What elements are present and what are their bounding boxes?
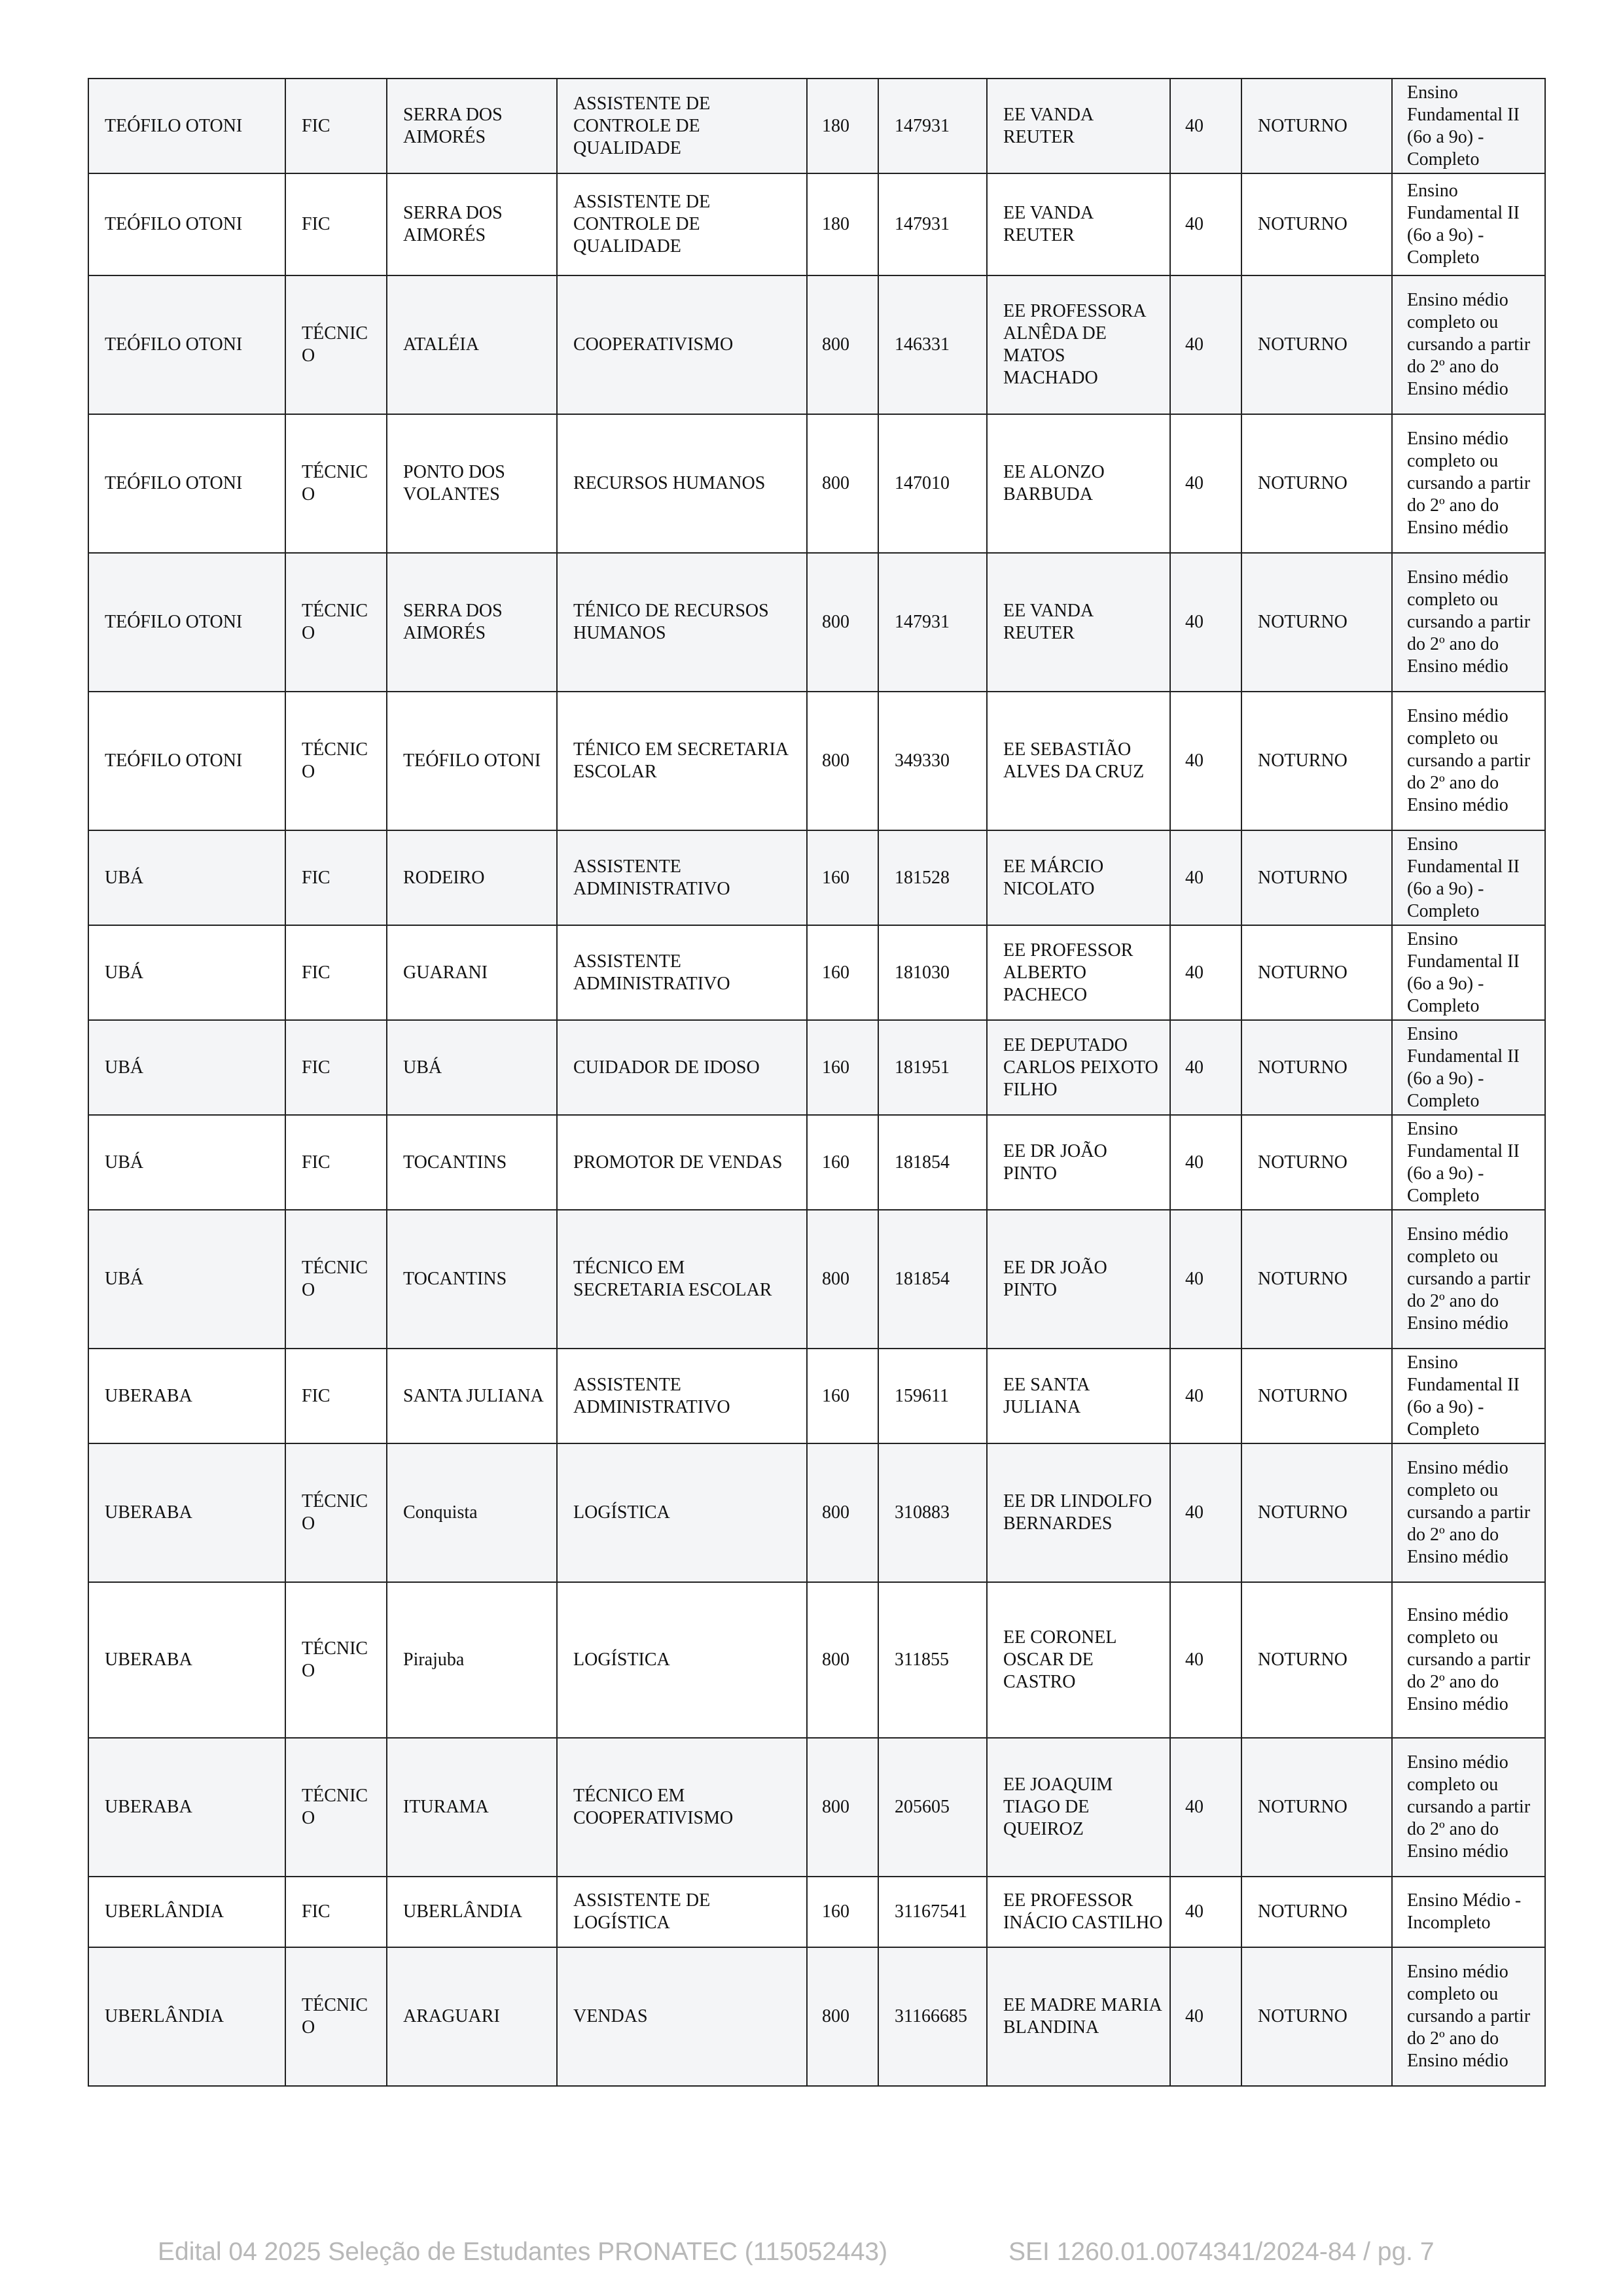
seats-cell: 40	[1170, 1738, 1241, 1877]
table-body	[88, 79, 1545, 2086]
course-cell: ASSISTENTE ADMINISTRATIVO	[557, 830, 807, 925]
school-cell: EE VANDA REUTER	[987, 79, 1170, 173]
course-cell: ASSISTENTE ADMINISTRATIVO	[557, 925, 807, 1020]
requirement-cell: Ensino médio completo ou cursando a partir do 2º ano do Ensino médio	[1392, 275, 1545, 414]
workload-cell: 160	[807, 1877, 878, 1947]
school-code-cell: 31166685	[878, 1947, 987, 2086]
course-cell: TÉCNICO EM COOPERATIVISMO	[557, 1738, 807, 1877]
workload-cell: 800	[807, 1947, 878, 2086]
regional-cell: UBÁ	[88, 830, 285, 925]
school-cell: EE DR JOÃO PINTO	[987, 1210, 1170, 1349]
course-cell: ASSISTENTE DE CONTROLE DE QUALIDADE	[557, 173, 807, 275]
type-cell: TÉCNICO	[285, 553, 387, 692]
municipality-cell: ITURAMA	[387, 1738, 557, 1877]
workload-cell: 800	[807, 1738, 878, 1877]
table-row	[88, 1443, 1545, 1582]
requirement-cell: Ensino Médio - Incompleto	[1392, 1877, 1545, 1947]
municipality-cell: SANTA JULIANA	[387, 1349, 557, 1443]
shift-cell: NOTURNO	[1241, 692, 1392, 830]
shift-cell: NOTURNO	[1241, 1115, 1392, 1210]
table-row	[88, 414, 1545, 553]
course-cell: PROMOTOR DE VENDAS	[557, 1115, 807, 1210]
school-cell: EE DEPUTADO CARLOS PEIXOTO FILHO	[987, 1020, 1170, 1115]
type-cell: FIC	[285, 173, 387, 275]
table-row	[88, 1947, 1545, 2086]
course-cell: LOGÍSTICA	[557, 1443, 807, 1582]
shift-cell: NOTURNO	[1241, 275, 1392, 414]
school-code-cell: 146331	[878, 275, 987, 414]
shift-cell: NOTURNO	[1241, 1947, 1392, 2086]
shift-cell: NOTURNO	[1241, 553, 1392, 692]
table-row	[88, 1877, 1545, 1947]
workload-cell: 800	[807, 275, 878, 414]
regional-cell: UBERABA	[88, 1349, 285, 1443]
footer-document-title: Edital 04 2025 Seleção de Estudantes PRONATEC (115052443)	[158, 2238, 888, 2266]
municipality-cell: ARAGUARI	[387, 1947, 557, 2086]
course-offerings-table	[88, 78, 1546, 2087]
regional-cell: TEÓFILO OTONI	[88, 173, 285, 275]
school-cell: EE PROFESSOR INÁCIO CASTILHO	[987, 1877, 1170, 1947]
municipality-cell: TEÓFILO OTONI	[387, 692, 557, 830]
school-cell: EE PROFESSORA ALNÊDA DE MATOS MACHADO	[987, 275, 1170, 414]
municipality-cell: RODEIRO	[387, 830, 557, 925]
municipality-cell: Conquista	[387, 1443, 557, 1582]
regional-cell: UBÁ	[88, 1115, 285, 1210]
type-cell: FIC	[285, 1349, 387, 1443]
shift-cell: NOTURNO	[1241, 1877, 1392, 1947]
type-cell: FIC	[285, 1115, 387, 1210]
seats-cell: 40	[1170, 553, 1241, 692]
school-cell: EE ALONZO BARBUDA	[987, 414, 1170, 553]
school-code-cell: 31167541	[878, 1877, 987, 1947]
shift-cell: NOTURNO	[1241, 925, 1392, 1020]
school-cell: EE PROFESSOR ALBERTO PACHECO	[987, 925, 1170, 1020]
workload-cell: 180	[807, 173, 878, 275]
type-cell: FIC	[285, 79, 387, 173]
type-cell: TÉCNICO	[285, 414, 387, 553]
regional-cell: UBERABA	[88, 1443, 285, 1582]
requirement-cell: Ensino Fundamental II (6o a 9o) - Completo	[1392, 1115, 1545, 1210]
type-cell: FIC	[285, 925, 387, 1020]
regional-cell: UBÁ	[88, 925, 285, 1020]
type-cell: FIC	[285, 830, 387, 925]
course-cell: TÉNICO DE RECURSOS HUMANOS	[557, 553, 807, 692]
school-cell: EE CORONEL OSCAR DE CASTRO	[987, 1582, 1170, 1738]
requirement-cell: Ensino médio completo ou cursando a partir do 2º ano do Ensino médio	[1392, 553, 1545, 692]
table-row	[88, 1582, 1545, 1738]
seats-cell: 40	[1170, 1349, 1241, 1443]
shift-cell: NOTURNO	[1241, 1582, 1392, 1738]
seats-cell: 40	[1170, 692, 1241, 830]
course-cell: TÉCNICO EM SECRETARIA ESCOLAR	[557, 1210, 807, 1349]
seats-cell: 40	[1170, 830, 1241, 925]
shift-cell: NOTURNO	[1241, 79, 1392, 173]
course-cell: ASSISTENTE ADMINISTRATIVO	[557, 1349, 807, 1443]
school-cell: EE MADRE MARIA BLANDINA	[987, 1947, 1170, 2086]
table-row	[88, 692, 1545, 830]
requirement-cell: Ensino Fundamental II (6o a 9o) - Completo	[1392, 79, 1545, 173]
workload-cell: 800	[807, 1210, 878, 1349]
course-cell: TÉNICO EM SECRETARIA ESCOLAR	[557, 692, 807, 830]
school-cell: EE VANDA REUTER	[987, 173, 1170, 275]
workload-cell: 160	[807, 1115, 878, 1210]
workload-cell: 800	[807, 692, 878, 830]
requirement-cell: Ensino médio completo ou cursando a partir do 2º ano do Ensino médio	[1392, 1210, 1545, 1349]
school-cell: EE SANTA JULIANA	[987, 1349, 1170, 1443]
table-row	[88, 1349, 1545, 1443]
school-cell: EE VANDA REUTER	[987, 553, 1170, 692]
footer-sei-page: SEI 1260.01.0074341/2024-84 / pg. 7	[1008, 2238, 1435, 2266]
municipality-cell: UBERLÂNDIA	[387, 1877, 557, 1947]
workload-cell: 800	[807, 553, 878, 692]
school-code-cell: 349330	[878, 692, 987, 830]
regional-cell: UBERLÂNDIA	[88, 1947, 285, 2086]
requirement-cell: Ensino médio completo ou cursando a partir do 2º ano do Ensino médio	[1392, 1738, 1545, 1877]
seats-cell: 40	[1170, 1020, 1241, 1115]
school-cell: EE MÁRCIO NICOLATO	[987, 830, 1170, 925]
seats-cell: 40	[1170, 1210, 1241, 1349]
requirement-cell: Ensino médio completo ou cursando a partir do 2º ano do Ensino médio	[1392, 414, 1545, 553]
municipality-cell: TOCANTINS	[387, 1210, 557, 1349]
school-code-cell: 181854	[878, 1115, 987, 1210]
type-cell: TÉCNICO	[285, 692, 387, 830]
school-code-cell: 181854	[878, 1210, 987, 1349]
table-row	[88, 275, 1545, 414]
requirement-cell: Ensino Fundamental II (6o a 9o) - Completo	[1392, 1020, 1545, 1115]
school-code-cell: 147931	[878, 79, 987, 173]
course-cell: ASSISTENTE DE LOGÍSTICA	[557, 1877, 807, 1947]
requirement-cell: Ensino Fundamental II (6o a 9o) - Completo	[1392, 173, 1545, 275]
requirement-cell: Ensino Fundamental II (6o a 9o) - Completo	[1392, 830, 1545, 925]
shift-cell: NOTURNO	[1241, 414, 1392, 553]
regional-cell: TEÓFILO OTONI	[88, 553, 285, 692]
type-cell: TÉCNICO	[285, 1443, 387, 1582]
course-cell: ASSISTENTE DE CONTROLE DE QUALIDADE	[557, 79, 807, 173]
table-row	[88, 1738, 1545, 1877]
regional-cell: UBERABA	[88, 1738, 285, 1877]
municipality-cell: ATALÉIA	[387, 275, 557, 414]
course-cell: VENDAS	[557, 1947, 807, 2086]
type-cell: FIC	[285, 1877, 387, 1947]
school-code-cell: 310883	[878, 1443, 987, 1582]
school-cell: EE SEBASTIÃO ALVES DA CRUZ	[987, 692, 1170, 830]
municipality-cell: PONTO DOS VOLANTES	[387, 414, 557, 553]
school-code-cell: 147931	[878, 173, 987, 275]
regional-cell: TEÓFILO OTONI	[88, 275, 285, 414]
requirement-cell: Ensino médio completo ou cursando a partir do 2º ano do Ensino médio	[1392, 692, 1545, 830]
school-cell: EE DR JOÃO PINTO	[987, 1115, 1170, 1210]
school-code-cell: 181030	[878, 925, 987, 1020]
course-cell: RECURSOS HUMANOS	[557, 414, 807, 553]
requirement-cell: Ensino médio completo ou cursando a partir do 2º ano do Ensino médio	[1392, 1582, 1545, 1738]
shift-cell: NOTURNO	[1241, 830, 1392, 925]
school-cell: EE DR LINDOLFO BERNARDES	[987, 1443, 1170, 1582]
regional-cell: UBERABA	[88, 1582, 285, 1738]
workload-cell: 180	[807, 79, 878, 173]
workload-cell: 800	[807, 1582, 878, 1738]
seats-cell: 40	[1170, 925, 1241, 1020]
shift-cell: NOTURNO	[1241, 1443, 1392, 1582]
regional-cell: UBERLÂNDIA	[88, 1877, 285, 1947]
school-code-cell: 159611	[878, 1349, 987, 1443]
shift-cell: NOTURNO	[1241, 1210, 1392, 1349]
school-cell: EE JOAQUIM TIAGO DE QUEIROZ	[987, 1738, 1170, 1877]
school-code-cell: 147010	[878, 414, 987, 553]
seats-cell: 40	[1170, 173, 1241, 275]
workload-cell: 160	[807, 1020, 878, 1115]
requirement-cell: Ensino médio completo ou cursando a partir do 2º ano do Ensino médio	[1392, 1947, 1545, 2086]
seats-cell: 40	[1170, 275, 1241, 414]
municipality-cell: SERRA DOS AIMORÉS	[387, 173, 557, 275]
municipality-cell: UBÁ	[387, 1020, 557, 1115]
regional-cell: TEÓFILO OTONI	[88, 414, 285, 553]
regional-cell: TEÓFILO OTONI	[88, 79, 285, 173]
requirement-cell: Ensino Fundamental II (6o a 9o) - Completo	[1392, 1349, 1545, 1443]
table-row	[88, 173, 1545, 275]
workload-cell: 160	[807, 925, 878, 1020]
shift-cell: NOTURNO	[1241, 1349, 1392, 1443]
requirement-cell: Ensino médio completo ou cursando a partir do 2º ano do Ensino médio	[1392, 1443, 1545, 1582]
type-cell: TÉCNICO	[285, 1210, 387, 1349]
workload-cell: 160	[807, 830, 878, 925]
table-row	[88, 830, 1545, 925]
type-cell: TÉCNICO	[285, 1738, 387, 1877]
school-code-cell: 181528	[878, 830, 987, 925]
municipality-cell: TOCANTINS	[387, 1115, 557, 1210]
seats-cell: 40	[1170, 1115, 1241, 1210]
regional-cell: TEÓFILO OTONI	[88, 692, 285, 830]
course-cell: LOGÍSTICA	[557, 1582, 807, 1738]
regional-cell: UBÁ	[88, 1210, 285, 1349]
workload-cell: 160	[807, 1349, 878, 1443]
municipality-cell: GUARANI	[387, 925, 557, 1020]
table-row	[88, 553, 1545, 692]
shift-cell: NOTURNO	[1241, 1020, 1392, 1115]
seats-cell: 40	[1170, 1877, 1241, 1947]
shift-cell: NOTURNO	[1241, 173, 1392, 275]
course-cell: CUIDADOR DE IDOSO	[557, 1020, 807, 1115]
type-cell: FIC	[285, 1020, 387, 1115]
seats-cell: 40	[1170, 79, 1241, 173]
table-row	[88, 1020, 1545, 1115]
table-row	[88, 1115, 1545, 1210]
municipality-cell: Pirajuba	[387, 1582, 557, 1738]
municipality-cell: SERRA DOS AIMORÉS	[387, 79, 557, 173]
requirement-cell: Ensino Fundamental II (6o a 9o) - Completo	[1392, 925, 1545, 1020]
workload-cell: 800	[807, 1443, 878, 1582]
seats-cell: 40	[1170, 414, 1241, 553]
school-code-cell: 181951	[878, 1020, 987, 1115]
seats-cell: 40	[1170, 1443, 1241, 1582]
table-row	[88, 1210, 1545, 1349]
school-code-cell: 147931	[878, 553, 987, 692]
type-cell: TÉCNICO	[285, 1582, 387, 1738]
municipality-cell: SERRA DOS AIMORÉS	[387, 553, 557, 692]
regional-cell: UBÁ	[88, 1020, 285, 1115]
course-cell: COOPERATIVISMO	[557, 275, 807, 414]
seats-cell: 40	[1170, 1947, 1241, 2086]
school-code-cell: 311855	[878, 1582, 987, 1738]
seats-cell: 40	[1170, 1582, 1241, 1738]
type-cell: TÉCNICO	[285, 275, 387, 414]
table-row	[88, 79, 1545, 173]
workload-cell: 800	[807, 414, 878, 553]
type-cell: TÉCNICO	[285, 1947, 387, 2086]
shift-cell: NOTURNO	[1241, 1738, 1392, 1877]
table-row	[88, 925, 1545, 1020]
school-code-cell: 205605	[878, 1738, 987, 1877]
